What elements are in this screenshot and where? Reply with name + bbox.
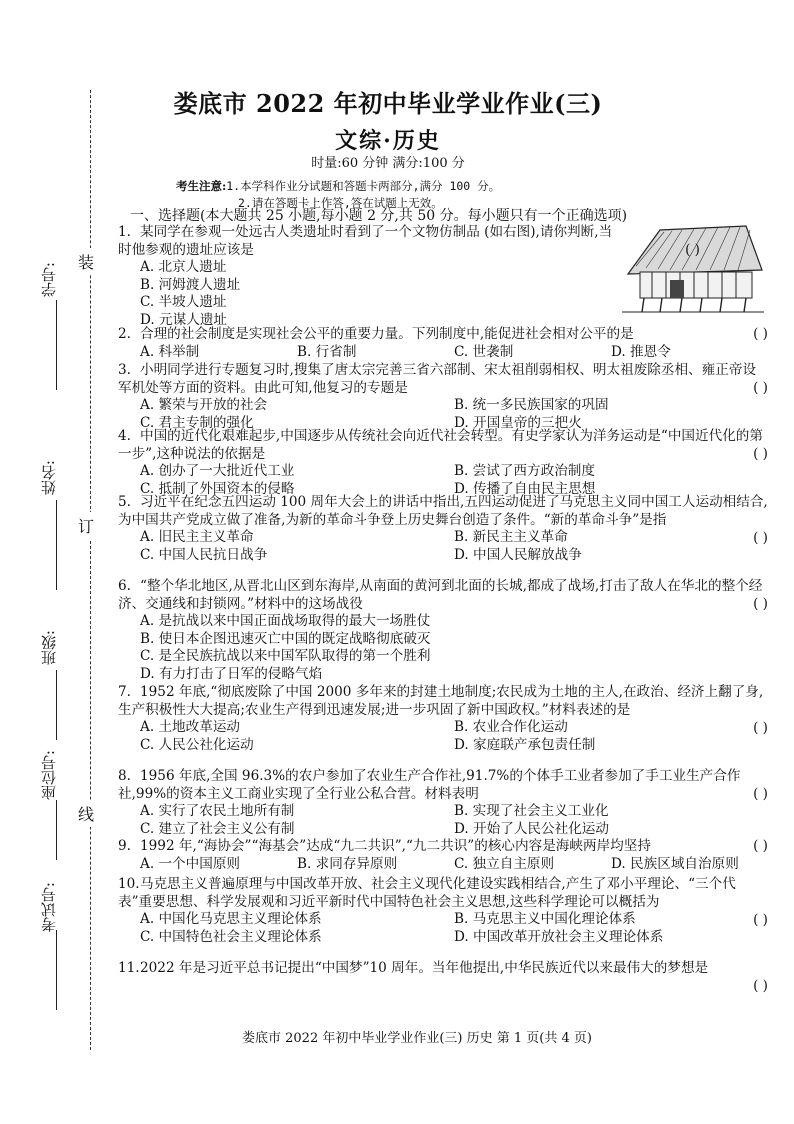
- binding-margin: [0, 0, 100, 1124]
- field-class-line[interactable]: [56, 670, 57, 740]
- binding-dashed-line: [90, 90, 91, 1050]
- answer-paren: ( ): [753, 838, 768, 854]
- option-c: C. 独立自主原则: [454, 855, 555, 872]
- option-d: D. 中国改革开放社会主义理论体系: [454, 928, 664, 945]
- option-d: D. 开国皇帝的三把火: [454, 414, 582, 431]
- field-student-number: 学号:: [40, 262, 58, 298]
- question-stem: 1956 年底,全国 96.3%的农户参加了农业生产合作社,91.7%的个体手工业者参加了手工业生产合作社,99%的资本主义工商业实现了全行业公私合营。材料表明: [118, 768, 741, 802]
- field-exam-number: 考试号:: [40, 882, 58, 933]
- question-number: 8.: [118, 768, 131, 784]
- option-b: B. 统一多民族国家的巩固: [454, 397, 609, 413]
- option-b: B. 新民主主义革命: [454, 529, 568, 545]
- question-stem: 1992 年,“海协会”“海基会”达成“九二共识”,“九二共识”的核心内容是海峡两岸均坚持: [140, 838, 651, 854]
- field-seat-number: 座位号:: [40, 750, 58, 801]
- option-a: A. 实行了农民土地所有制: [140, 803, 295, 819]
- question-9: [118, 838, 768, 873]
- option-c: C. 君主专制的强化: [140, 414, 254, 431]
- option-d: D. 推恩令: [611, 343, 671, 360]
- answer-paren: ( ): [753, 912, 768, 928]
- option-b: B. 行省制: [297, 343, 357, 360]
- question-number: 9.: [118, 838, 131, 854]
- question-number: 3.: [118, 362, 131, 378]
- option-a: A. 中国化马克思主义理论体系: [140, 911, 322, 927]
- question-stem: 习近平在纪念五四运动 100 周年大会上的讲话中指出,五四运动促进了马克思主义同中国工人运动相结合,为中国共产党成立做了准备,为新的革命斗争登上历史舞台创造了条件。“新的革命斗争”是指: [118, 494, 768, 528]
- page-title: 娄底市 2022 年初中毕业学业作业(三): [173, 89, 603, 118]
- time-and-score: 时量:60 分钟 满分:100 分: [311, 156, 465, 171]
- option-a: A. 科举制: [140, 343, 200, 360]
- question-stem: 中国的近代化艰难起步,中国逐步从传统社会向近代社会转型。有史学家认为洋务运动是“中国近代化的第一步”,这种说法的依据是: [118, 428, 763, 462]
- field-exam-number-line[interactable]: [56, 930, 57, 1010]
- question-number: 2.: [118, 326, 131, 342]
- question-7: [118, 684, 768, 754]
- option-d: D. 民族区域自治原则: [611, 855, 739, 872]
- question-8: [118, 768, 768, 838]
- answer-paren: ( ): [685, 242, 700, 258]
- section-heading: 一、选择题(本大题共 25 小题,每小题 2 分,共 50 分。每小题只有一个正确选项): [130, 208, 628, 224]
- question-number: 7.: [118, 684, 131, 700]
- option-c: C. 中国特色社会主义理论体系: [140, 928, 322, 945]
- option-d: D. 中国人民解放战争: [454, 546, 582, 563]
- answer-paren: ( ): [753, 720, 768, 736]
- question-2: [118, 326, 768, 361]
- question-stem: 某同学在参观一处远古人类遗址时看到了一个文物仿制品 (如右图),请你判断,当时他参观的遗址应该是: [118, 224, 613, 258]
- notice-line-2: 2.请在答题卡上作答,答在试题上无效。: [238, 196, 443, 210]
- option-c: C. 建立了社会主义公有制: [140, 820, 295, 837]
- option-a: A. 北京人遗址: [140, 259, 227, 275]
- option-a: A. 繁荣与开放的社会: [140, 397, 268, 413]
- option-b: B. 马克思主义中国化理论体系: [454, 911, 636, 927]
- answer-paren: ( ): [753, 446, 768, 462]
- option-c: C. 世袭制: [454, 343, 514, 360]
- option-c: C. 人民公社化运动: [140, 736, 254, 753]
- question-number: 11.: [118, 960, 140, 976]
- answer-paren: ( ): [753, 978, 768, 994]
- field-name: 姓名:: [40, 460, 58, 496]
- question-1: [118, 224, 700, 329]
- option-d: D. 开始了人民公社化运动: [454, 820, 609, 837]
- question-stem: 1952 年底,“彻底废除了中国 2000 多年来的封建土地制度;农民成为土地的主人,在政治、经济上翻了身,生产积极性大大提高;农业生产得到迅速发展;进一步巩固了新中国政权。”材料表述的是: [118, 684, 764, 718]
- binding-word-xian: 线: [78, 800, 94, 827]
- option-c: C. 中国人民抗日战争: [140, 546, 268, 563]
- option-a: A. 旧民主主义革命: [140, 529, 254, 545]
- question-number: 5.: [118, 494, 131, 510]
- option-b: B. 尝试了西方政治制度: [454, 463, 595, 479]
- question-10: [118, 876, 768, 946]
- notice-label: 考生注意:: [176, 179, 227, 193]
- field-name-line[interactable]: [56, 500, 57, 590]
- option-b: B. 使日本企图迅速灭亡中国的既定战略彻底破灭: [140, 630, 431, 647]
- question-stem: 合理的社会制度是实现社会公平的重要力量。下列制度中,能促进社会相对公平的是: [140, 326, 634, 342]
- ancient-dwelling-image: [618, 222, 766, 314]
- option-d: D. 家庭联产承包责任制: [454, 736, 596, 753]
- option-d: D. 有力打击了日军的侵略气焰: [140, 665, 323, 682]
- question-6: [118, 578, 768, 683]
- option-a: A. 创办了一大批近代工业: [140, 463, 295, 479]
- option-a: A. 是抗战以来中国正面战场取得的最大一场胜仗: [140, 613, 431, 629]
- option-b: B. 河姆渡人遗址: [140, 276, 241, 293]
- field-class: 班级:: [40, 630, 58, 666]
- answer-paren: ( ): [753, 786, 768, 802]
- option-d: D. 传播了自由民主思想: [454, 480, 596, 497]
- field-seat-number-line[interactable]: [56, 800, 57, 860]
- page-footer: 娄底市 2022 年初中毕业学业作业(三) 历史 第 1 页(共 4 页): [242, 1031, 592, 1046]
- notice-line-1: 1.本学科作业分试题和答题卡两部分,满分 100 分。: [226, 179, 501, 193]
- option-c: C. 抵制了外国资本的侵略: [140, 480, 295, 497]
- binding-word-ding: 订: [78, 512, 94, 539]
- question-number: 6.: [118, 578, 131, 594]
- binding-word-zhuang: 装: [78, 248, 94, 275]
- question-stem: 马克思主义普遍原理与中国改革开放、社会主义现代化建设实践相结合,产生了邓小平理论、“三个代表”重要思想、科学发展观和习近平新时代中国特色社会主义思想,这些科学理论可以概括为: [118, 876, 736, 910]
- answer-paren: ( ): [753, 530, 768, 546]
- question-3: [118, 362, 768, 432]
- question-stem: 小明同学进行专题复习时,搜集了唐太宗完善三省六部制、宋太祖削弱相权、明太祖废除丞相、雍正帝设军机处等方面的资料。由此可知,他复习的专题是: [118, 362, 757, 396]
- question-11: [118, 960, 768, 994]
- option-c: C. 是全民族抗战以来中国军队取得的第一个胜利: [140, 648, 431, 664]
- question-stem: 2022 年是习近平总书记提出“中国梦”10 周年。当年他提出,中华民族近代以来最伟大的梦想是: [140, 960, 709, 976]
- answer-paren: ( ): [753, 326, 768, 342]
- question-5: [118, 494, 768, 564]
- field-student-number-line[interactable]: [56, 300, 57, 390]
- option-a: A. 一个中国原则: [140, 855, 241, 872]
- answer-paren: ( ): [753, 596, 768, 612]
- question-number: 1.: [118, 224, 131, 240]
- option-b: B. 求同存异原则: [297, 855, 398, 872]
- option-c: C. 半坡人遗址: [140, 294, 227, 310]
- question-number: 4.: [118, 428, 131, 444]
- question-number: 10.: [118, 876, 140, 892]
- option-d: D. 元谋人遗址: [140, 311, 228, 328]
- page-subtitle: 文综·历史: [335, 128, 441, 154]
- option-a: A. 土地改革运动: [140, 719, 241, 735]
- question-4: [118, 428, 768, 498]
- answer-paren: ( ): [753, 380, 768, 396]
- option-b: B. 实现了社会主义工业化: [454, 803, 609, 819]
- option-b: B. 农业合作化运动: [454, 719, 568, 735]
- question-stem: “整个华北地区,从晋北山区到东海岸,从南面的黄河到北面的长城,都成了战场,打击了敌人在华北的整个经济、交通线和封锁网。”材料中的这场战役: [118, 578, 763, 612]
